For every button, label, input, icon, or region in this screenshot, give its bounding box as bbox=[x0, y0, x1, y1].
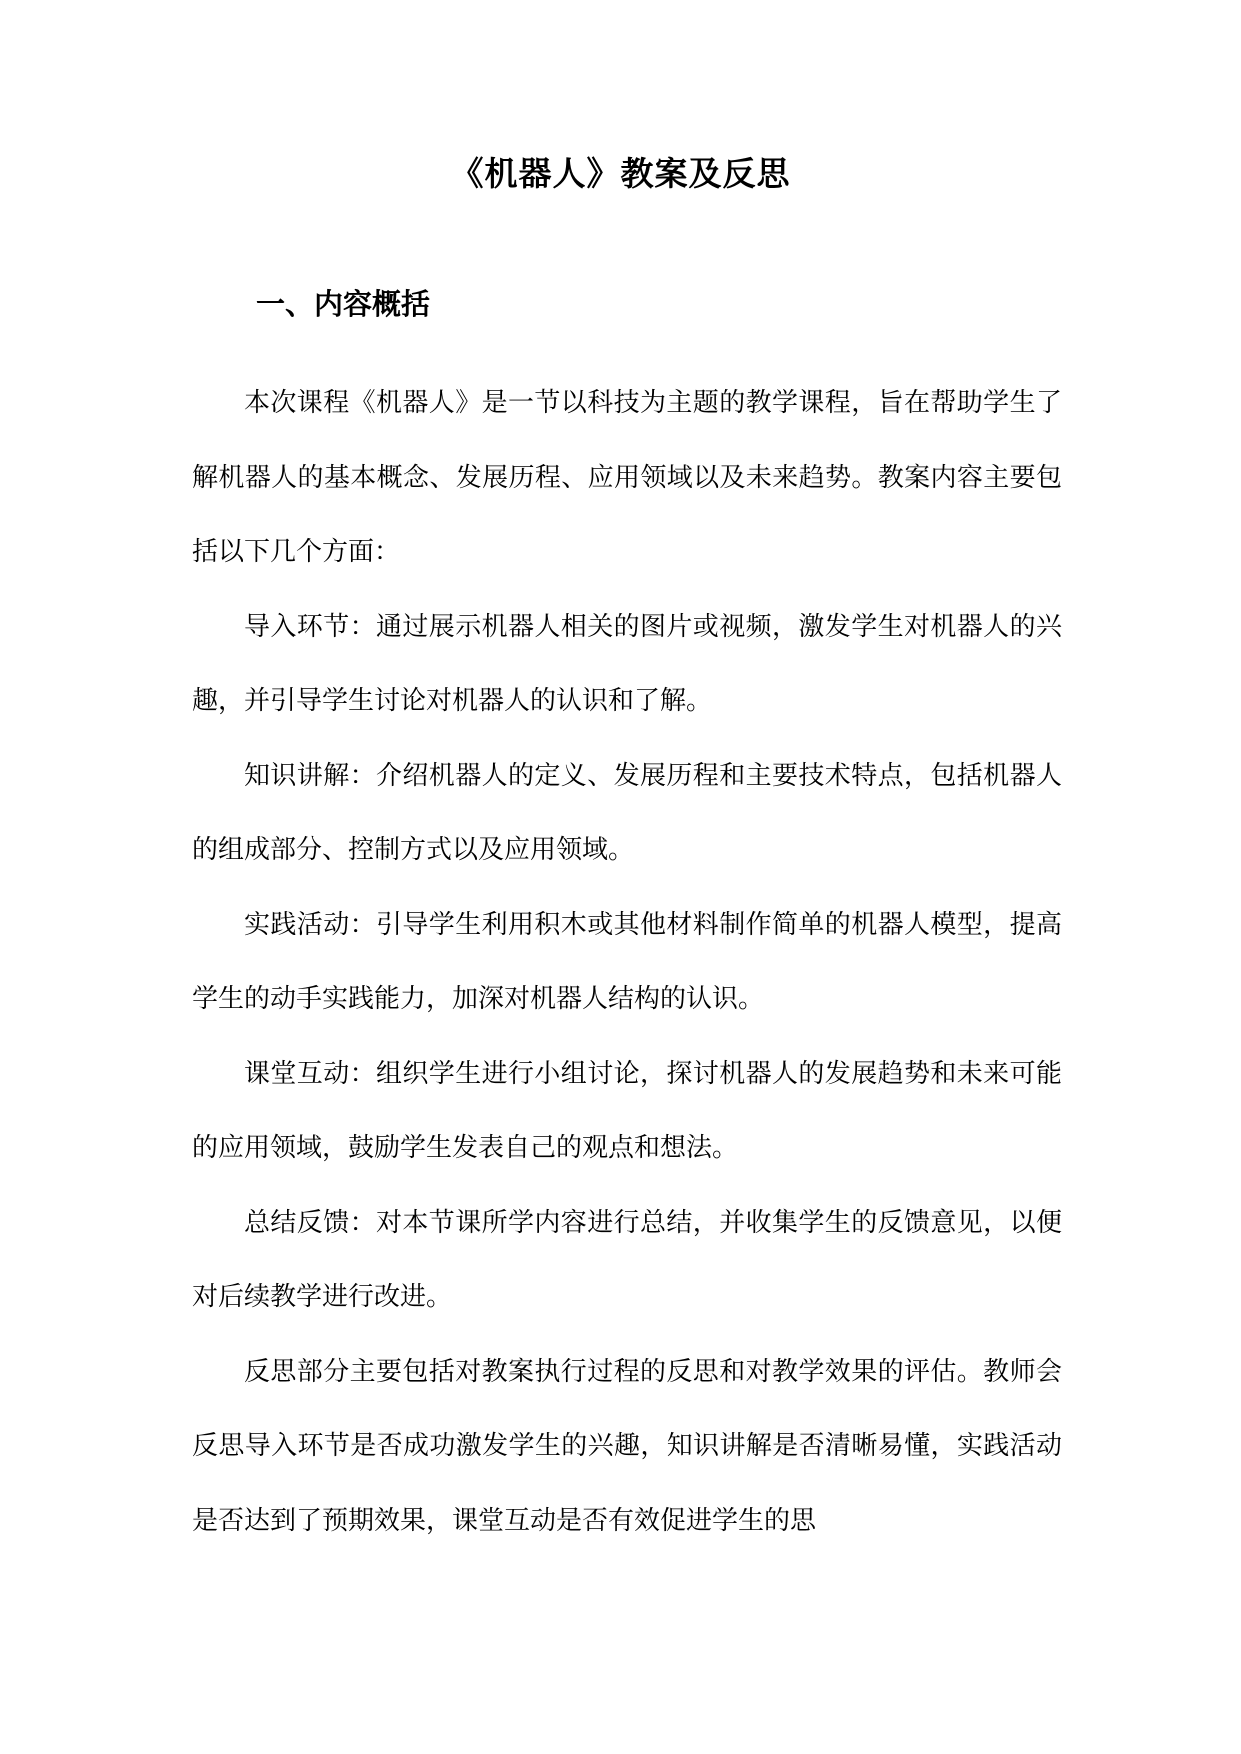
paragraph-intro: 本次课程《机器人》是一节以科技为主题的教学课程，旨在帮助学生了解机器人的基本概念、发展历程、应用领域以及未来趋势。教案内容主要包括以下几个方面： bbox=[192, 388, 1062, 567]
paragraph-practice-activity: 实践活动：引导学生利用积木或其他材料制作简单的机器人模型，提高学生的动手实践能力，加深对机器人结构的认识。 bbox=[192, 909, 1062, 1014]
paragraph-summary-feedback: 总结反馈：对本节课所学内容进行总结，并收集学生的反馈意见，以便对后续教学进行改进。 bbox=[192, 1207, 1062, 1312]
body-text bbox=[192, 366, 1062, 1558]
paragraph-introduction-phase: 导入环节：通过展示机器人相关的图片或视频，激发学生对机器人的兴趣，并引导学生讨论对机器人的认识和了解。 bbox=[192, 611, 1062, 716]
section-heading: 一、内容概括 bbox=[256, 287, 431, 321]
paragraph-reflection: 反思部分主要包括对教案执行过程的反思和对教学效果的评估。教师会反思导入环节是否成功激发学生的兴趣，知识讲解是否清晰易懂，实践活动是否达到了预期效果，课堂互动是否有效促进学生的思 bbox=[192, 1356, 1062, 1536]
paragraph-class-interaction: 课堂互动：组织学生进行小组讨论，探讨机器人的发展趋势和未来可能的应用领域，鼓励学生发表自己的观点和想法。 bbox=[192, 1058, 1062, 1163]
page-title: 《机器人》教案及反思 bbox=[450, 154, 791, 193]
paragraph-knowledge-explanation: 知识讲解：介绍机器人的定义、发展历程和主要技术特点，包括机器人的组成部分、控制方式以及应用领域。 bbox=[192, 760, 1062, 865]
